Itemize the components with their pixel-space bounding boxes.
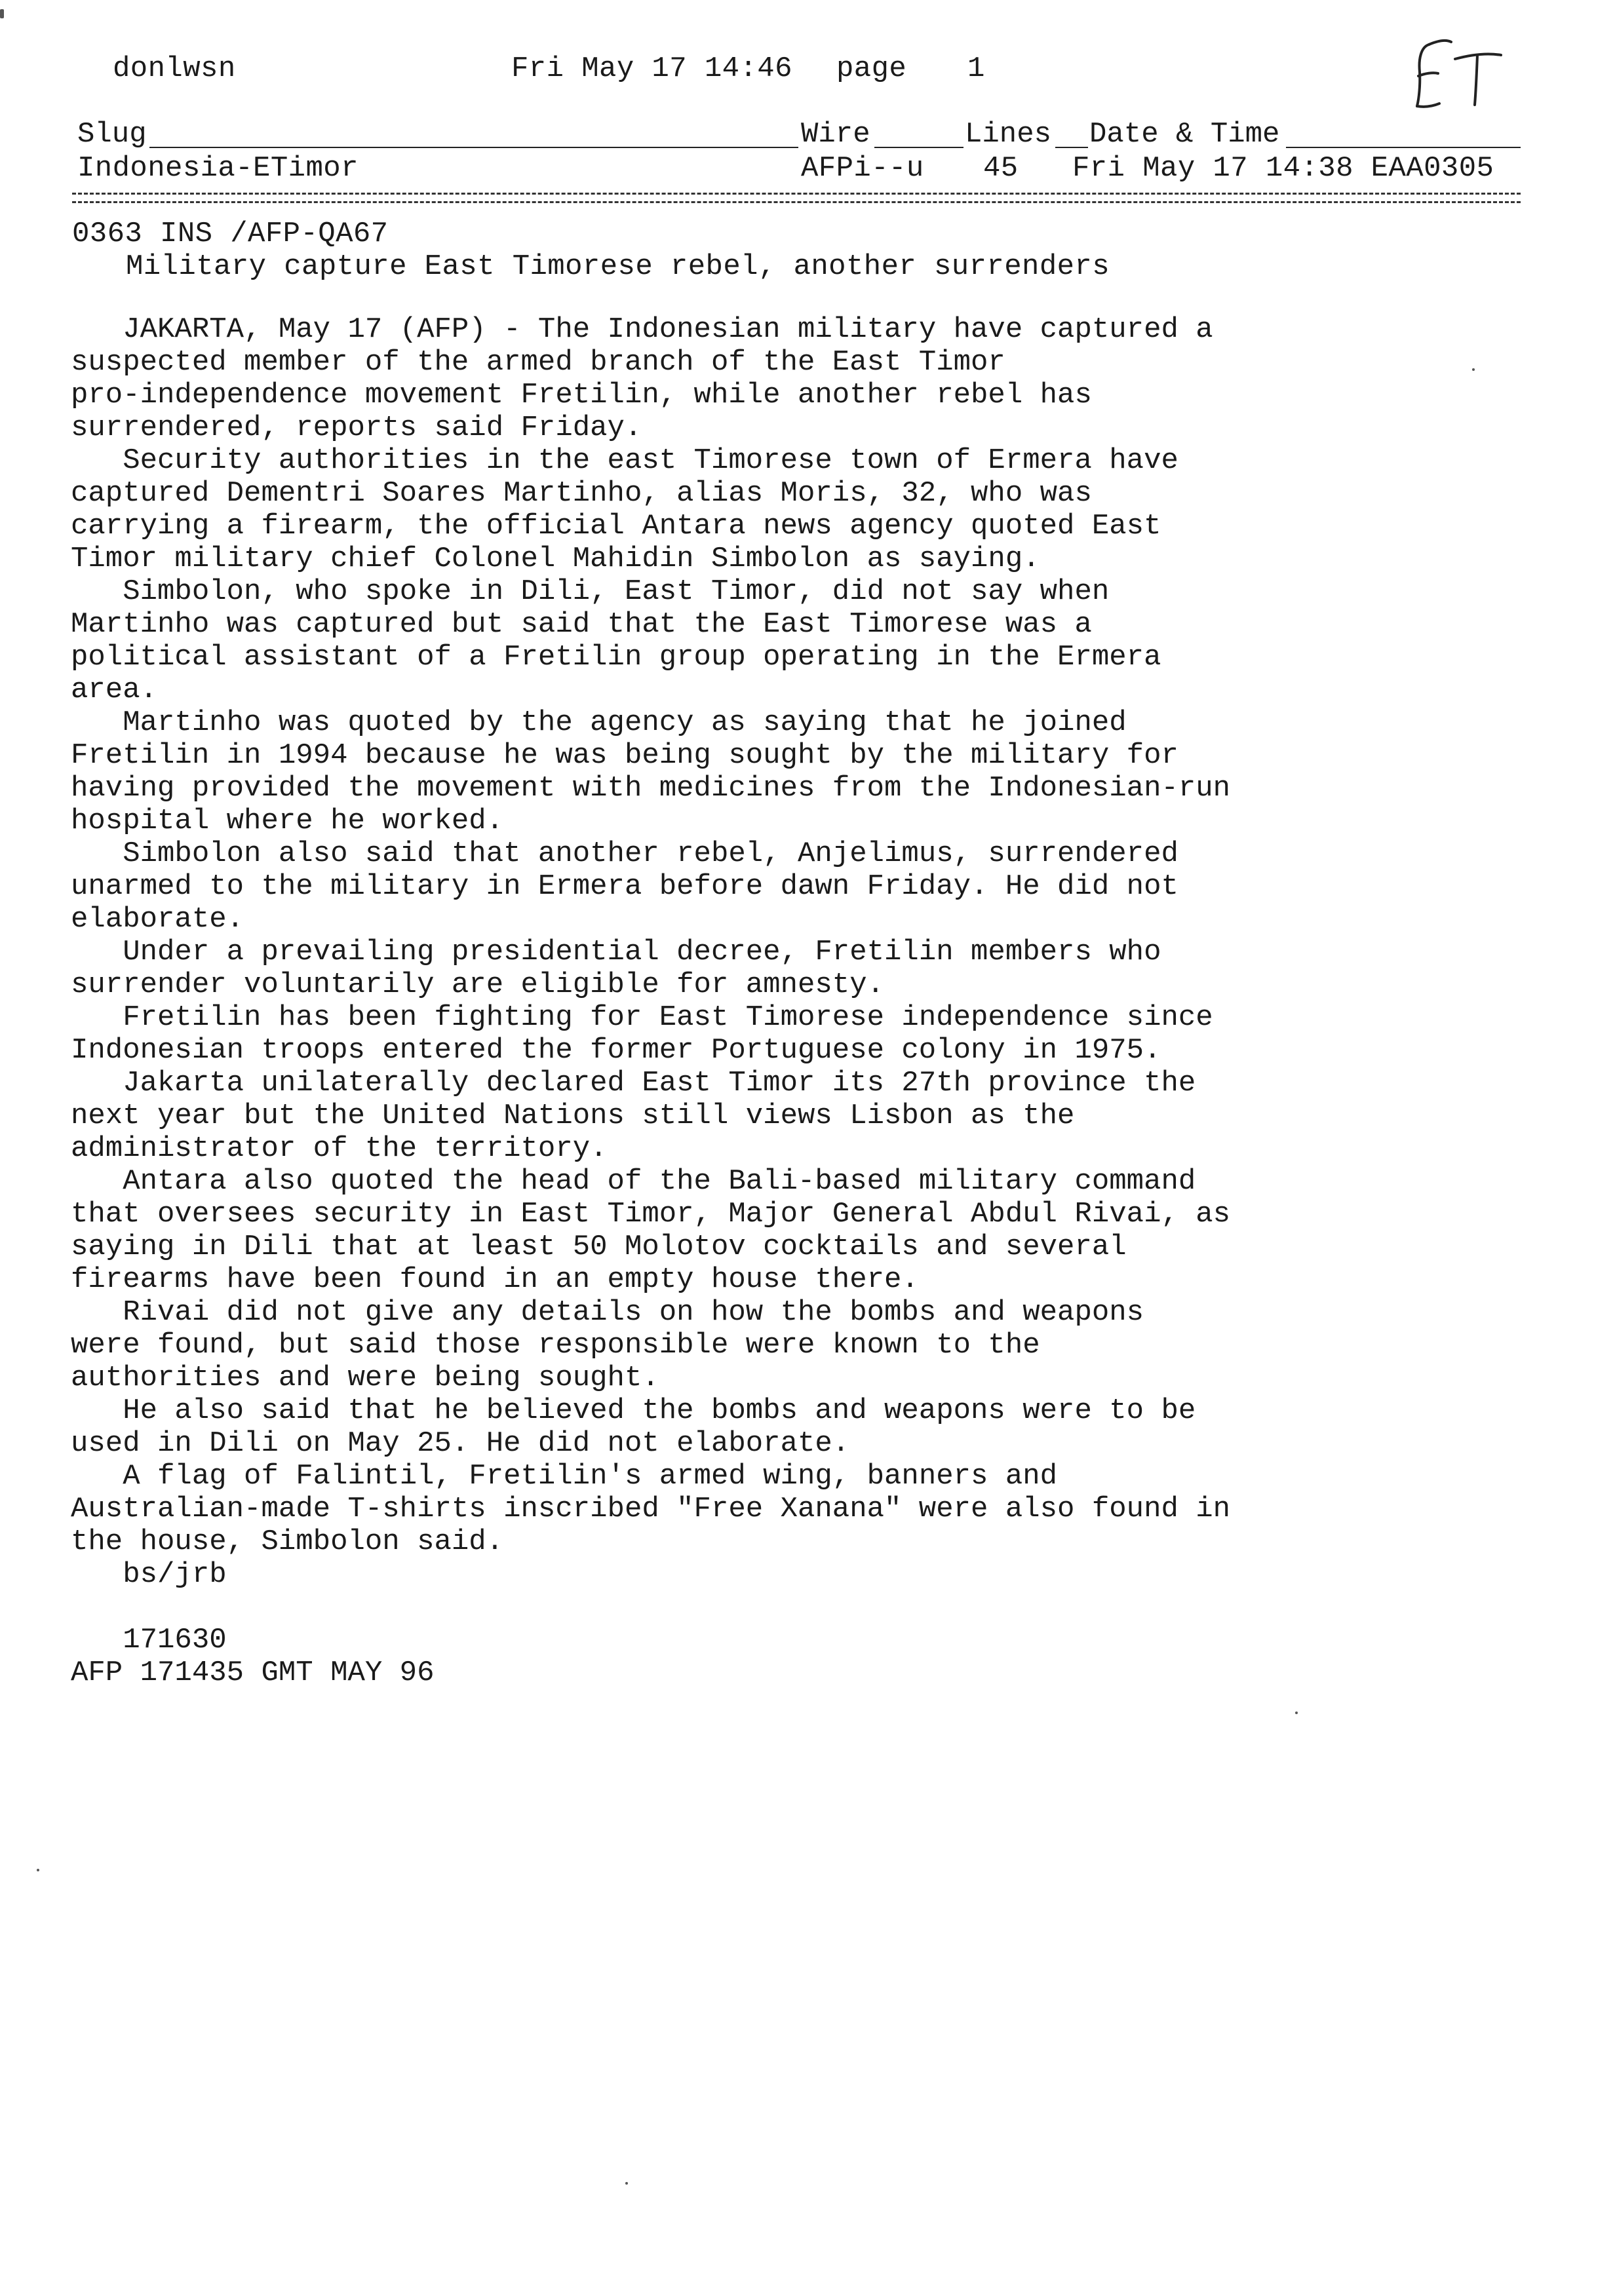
print-datetime: Fri May 17 14:46 bbox=[511, 52, 792, 85]
paragraph: Security authorities in the east Timorese town of Ermera have captured Dementri Soares Martinho, alias Moris, 32, who was carrying a firearm, the official Antara news agency quoted East Timor military chief Colonel Mahidin Simbolon as saying. bbox=[71, 444, 1178, 575]
slug-label: Slug bbox=[77, 118, 147, 151]
scan-speck bbox=[1472, 368, 1475, 371]
slug-value: Indonesia-ETimor bbox=[77, 152, 359, 185]
scan-speck bbox=[37, 1869, 39, 1871]
paragraph: Rivai did not give any details on how the bombs and weapons were found, but said those responsible were known to the authorities and were being sought. bbox=[71, 1296, 1144, 1394]
separator-rule bbox=[72, 193, 1521, 203]
paragraph: Simbolon also said that another rebel, Anjelimus, surrendered unarmed to the military in Ermera before dawn Friday. He did not elaborate. bbox=[71, 837, 1178, 936]
paragraph: A flag of Falintil, Fretilin's armed wing, banners and Australian-made T-shirts inscribed "Free Xanana" were also found in the house, Simbolon said. bbox=[71, 1460, 1231, 1558]
lines-underline bbox=[1055, 147, 1088, 148]
wire-label: Wire bbox=[801, 118, 870, 151]
paragraph: Simbolon, who spoke in Dili, East Timor, did not say when Martinho was captured but said that the East Timorese was a political assistant of a Fretilin group operating in the Ermera area. bbox=[71, 575, 1161, 706]
datetime-label: Date & Time bbox=[1089, 118, 1280, 151]
datetime-value: Fri May 17 14:38 EAA0305 bbox=[1072, 152, 1494, 185]
story-code: 0363 INS /AFP-QA67 bbox=[72, 218, 389, 250]
sign-off: bs/jrb bbox=[71, 1558, 227, 1591]
scan-speck bbox=[625, 2182, 628, 2185]
datetime-underline bbox=[1286, 147, 1521, 148]
paragraph: He also said that he believed the bombs and weapons were to be used in Dili on May 25. He did not elaborate. bbox=[71, 1394, 1196, 1460]
lines-value: 45 bbox=[983, 152, 1019, 185]
paragraph: Martinho was quoted by the agency as saying that he joined Fretilin in 1994 because he was being sought by the military for having provided the movement with medicines from the Indonesian-run hospital where he worked. bbox=[71, 706, 1231, 837]
page-label: page bbox=[836, 52, 907, 85]
handwritten-annotation-et bbox=[1409, 33, 1508, 111]
scan-mark bbox=[0, 9, 4, 18]
lines-label: Lines bbox=[965, 118, 1052, 151]
dateline: AFP 171435 GMT MAY 96 bbox=[71, 1656, 435, 1689]
scan-speck bbox=[1295, 1712, 1298, 1714]
slug-underline bbox=[149, 147, 798, 148]
paragraph: JAKARTA, May 17 (AFP) - The Indonesian military have captured a suspected member of the armed branch of the East Timor pro-independence movement Fretilin, while another rebel has surrendered, reports said Friday. bbox=[71, 313, 1213, 444]
headline: Military capture East Timorese rebel, another surrenders bbox=[126, 250, 1110, 283]
page-number: 1 bbox=[967, 52, 985, 85]
wire-underline bbox=[874, 147, 963, 148]
time-code: 171630 bbox=[71, 1624, 227, 1656]
article-body bbox=[71, 313, 1382, 1689]
paragraph: Jakarta unilaterally declared East Timor its 27th province the next year but the United Nations still views Lisbon as the administrator of the territory. bbox=[71, 1067, 1196, 1165]
terminal-id: donlwsn bbox=[113, 52, 236, 85]
blank-line bbox=[71, 1591, 1382, 1624]
wire-value: AFPi--u bbox=[801, 152, 924, 185]
paragraph: Antara also quoted the head of the Bali-based military command that oversees security in East Timor, Major General Abdul Rivai, as saying in Dili that at least 50 Molotov cocktails and several firearms have been found in an empty house there. bbox=[71, 1165, 1231, 1296]
paragraph: Under a prevailing presidential decree, Fretilin members who surrender voluntarily are eligible for amnesty. bbox=[71, 936, 1161, 1001]
paragraph: Fretilin has been fighting for East Timorese independence since Indonesian troops entered the former Portuguese colony in 1975. bbox=[71, 1001, 1213, 1067]
